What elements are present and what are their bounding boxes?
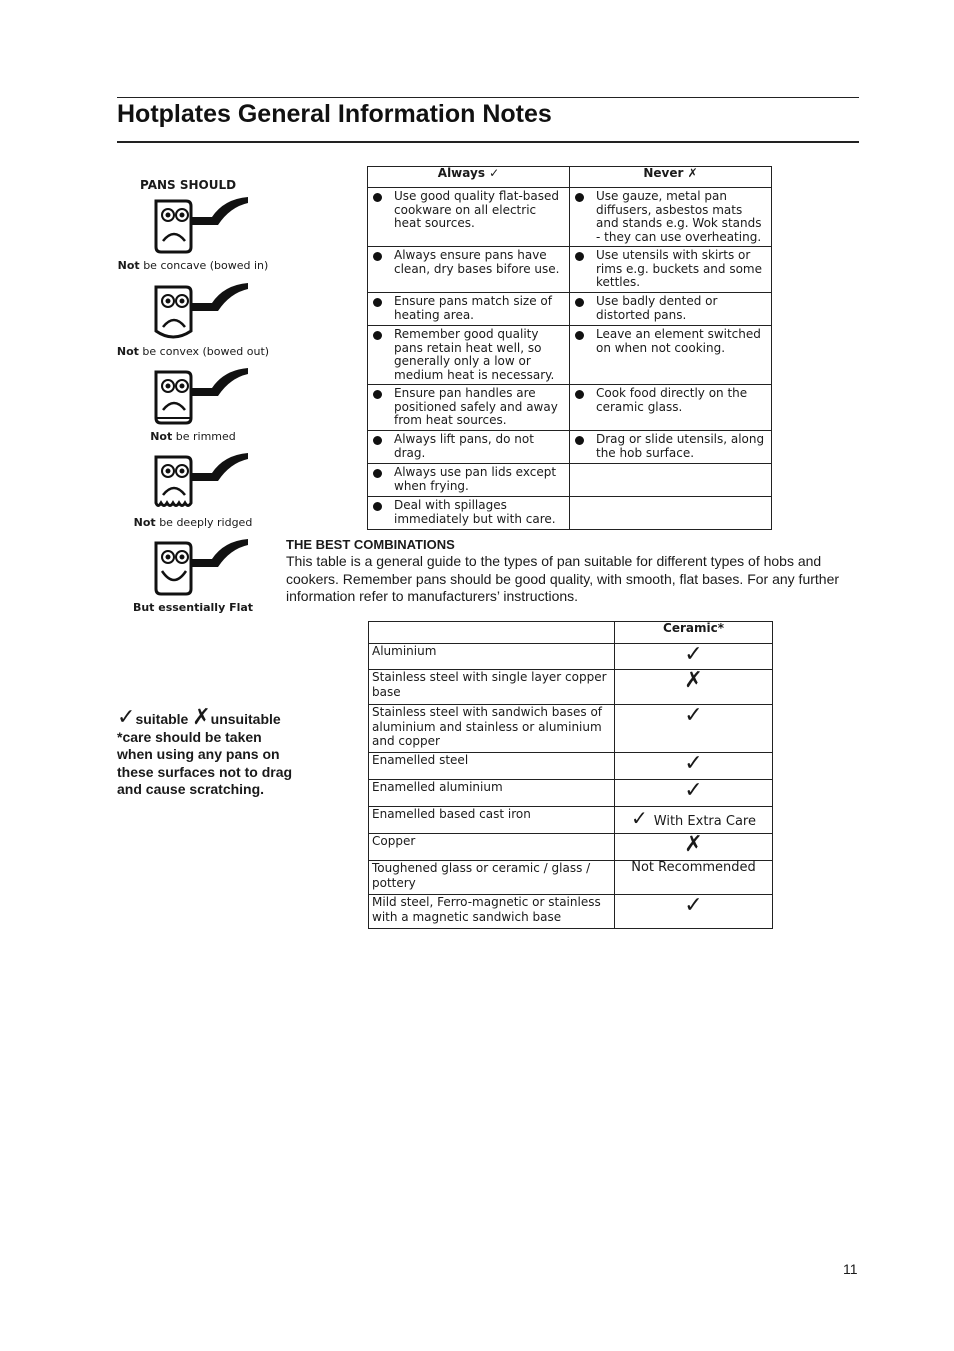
pan-flat-icon — [150, 537, 260, 599]
check-icon: ✓ — [684, 751, 703, 776]
check-icon: ✓ — [117, 704, 136, 729]
pan-rimmed-icon — [150, 366, 260, 428]
bullet-icon — [373, 469, 382, 478]
pan-ridged-icon — [150, 451, 260, 513]
bullet-icon — [575, 436, 584, 445]
table-row — [368, 464, 772, 497]
table-row — [369, 705, 773, 753]
pan-caption-ridged: Not be deeply ridged — [133, 516, 253, 529]
pan-caption-concave: Not be concave (bowed in) — [117, 259, 269, 272]
bullet-icon — [575, 193, 584, 202]
always-never-table — [367, 166, 772, 530]
table-row — [369, 753, 773, 780]
best-combinations-title: THE BEST COMBINATIONS — [286, 537, 455, 552]
bullet-icon — [575, 298, 584, 307]
table-row — [369, 861, 773, 895]
bullet-icon — [373, 436, 382, 445]
never-item: Use badly dented or distorted pans. — [595, 294, 718, 322]
pan-suitability-table — [368, 621, 773, 929]
ceramic-cell — [615, 705, 773, 753]
bullet-icon — [373, 502, 382, 511]
page-number: 11 — [843, 1261, 858, 1277]
cross-icon: ✗ — [192, 704, 211, 729]
page-title: Hotplates General Information Notes — [117, 100, 552, 128]
material-cell: Copper — [369, 834, 615, 861]
ceramic-note: Not Recommended — [631, 860, 756, 875]
ceramic-cell — [615, 670, 773, 705]
material-header — [369, 622, 615, 644]
table-row — [368, 247, 772, 293]
cross-icon: ✗ — [684, 832, 703, 857]
pans-should-heading: PANS SHOULD — [140, 178, 237, 192]
always-item: Deal with spillages immediately but with care. — [394, 498, 556, 526]
always-item: Always ensure pans have clean, dry bases bifore use. — [394, 248, 560, 276]
material-cell: Enamelled steel — [369, 753, 615, 780]
header-rule-bottom — [117, 141, 859, 143]
never-item-empty — [569, 497, 771, 530]
table-row — [369, 807, 773, 834]
never-item-empty — [569, 464, 771, 497]
pan-convex-icon — [150, 281, 260, 343]
ceramic-cell — [615, 834, 773, 861]
bullet-icon — [373, 193, 382, 202]
pan-caption-convex: Not be convex (bowed out) — [116, 345, 270, 358]
table-row — [368, 326, 772, 385]
bullet-icon — [373, 298, 382, 307]
table-row — [368, 497, 772, 530]
material-cell: Stainless steel with single layer copper base — [369, 670, 615, 705]
always-item: Always use pan lids except when frying. — [394, 465, 557, 493]
bullet-icon — [575, 390, 584, 399]
material-cell: Aluminium — [369, 644, 615, 670]
ceramic-cell — [615, 780, 773, 807]
cross-icon: ✗ — [684, 668, 703, 693]
ceramic-cell — [615, 895, 773, 929]
table-row — [369, 895, 773, 929]
always-header: Always ✓ — [368, 167, 570, 188]
table-row — [368, 293, 772, 326]
ceramic-header: Ceramic* — [615, 622, 773, 644]
never-item: Cook food directly on the ceramic glass. — [595, 386, 748, 414]
ceramic-cell — [615, 807, 773, 834]
best-combinations-body: This table is a general guide to the types of pan suitable for different types of hobs and cookers. Remember pans should be good quality, with smooth, flat bases. For any further information refer to manufacturers’ instructions. — [286, 553, 840, 604]
table-row — [368, 385, 772, 431]
always-item: Ensure pans match size of heating area. — [394, 294, 552, 322]
never-item: Leave an element switched on when not cooking. — [595, 327, 761, 355]
check-icon: ✓ — [684, 703, 703, 728]
always-item: Ensure pan handles are positioned safely and away from heat sources. — [394, 386, 558, 427]
check-icon: ✓ — [631, 806, 648, 830]
never-header: Never ✗ — [569, 167, 771, 188]
ceramic-cell — [615, 753, 773, 780]
table-row — [368, 431, 772, 464]
header-rule-top — [117, 97, 859, 98]
table-row — [369, 670, 773, 705]
check-icon: ✓ — [684, 893, 703, 918]
table-row — [369, 780, 773, 807]
never-item: Drag or slide utensils, along the hob surface. — [595, 432, 765, 460]
table-row — [369, 644, 773, 670]
bullet-icon — [575, 252, 584, 261]
legend — [117, 704, 297, 799]
never-item: Use utensils with skirts or rims e.g. buckets and some kettles. — [595, 248, 763, 289]
always-item: Remember good quality pans retain heat well, so generally only a low or medium heat is necessary. — [394, 327, 555, 382]
bullet-icon — [373, 390, 382, 399]
never-item: Use gauze, metal pan diffusers, asbestos mats and stands e.g. Wok stands - they can use overheating. — [595, 189, 762, 244]
table-row — [368, 188, 772, 247]
bullet-icon — [373, 252, 382, 261]
ceramic-note: With Extra Care — [653, 814, 756, 829]
material-cell: Enamelled aluminium — [369, 780, 615, 807]
ceramic-cell — [615, 644, 773, 670]
pan-concave-icon — [150, 195, 260, 257]
check-icon: ✓ — [684, 642, 703, 667]
legend-unsuitable: unsuitable — [210, 711, 281, 727]
check-icon: ✓ — [684, 778, 703, 803]
legend-note: *care should be taken when using any pans on these surfaces not to drag and cause scratching. — [117, 728, 293, 797]
always-item: Use good quality flat-based cookware on all electric heat sources. — [394, 189, 559, 230]
material-cell: Enamelled based cast iron — [369, 807, 615, 834]
table-row — [369, 834, 773, 861]
material-cell: Toughened glass or ceramic / glass / pottery — [369, 861, 615, 895]
legend-suitable: suitable — [135, 711, 189, 727]
pan-caption-rimmed: Not be rimmed — [150, 430, 236, 443]
ceramic-cell — [615, 861, 773, 895]
bullet-icon — [373, 331, 382, 340]
material-cell: Stainless steel with sandwich bases of aluminium and stainless or aluminium and copper — [369, 705, 615, 753]
always-item: Always lift pans, do not drag. — [394, 432, 534, 460]
material-cell: Mild steel, Ferro-magnetic or stainless with a magnetic sandwich base — [369, 895, 615, 929]
pan-caption-flat: But essentially Flat — [132, 601, 254, 614]
bullet-icon — [575, 331, 584, 340]
